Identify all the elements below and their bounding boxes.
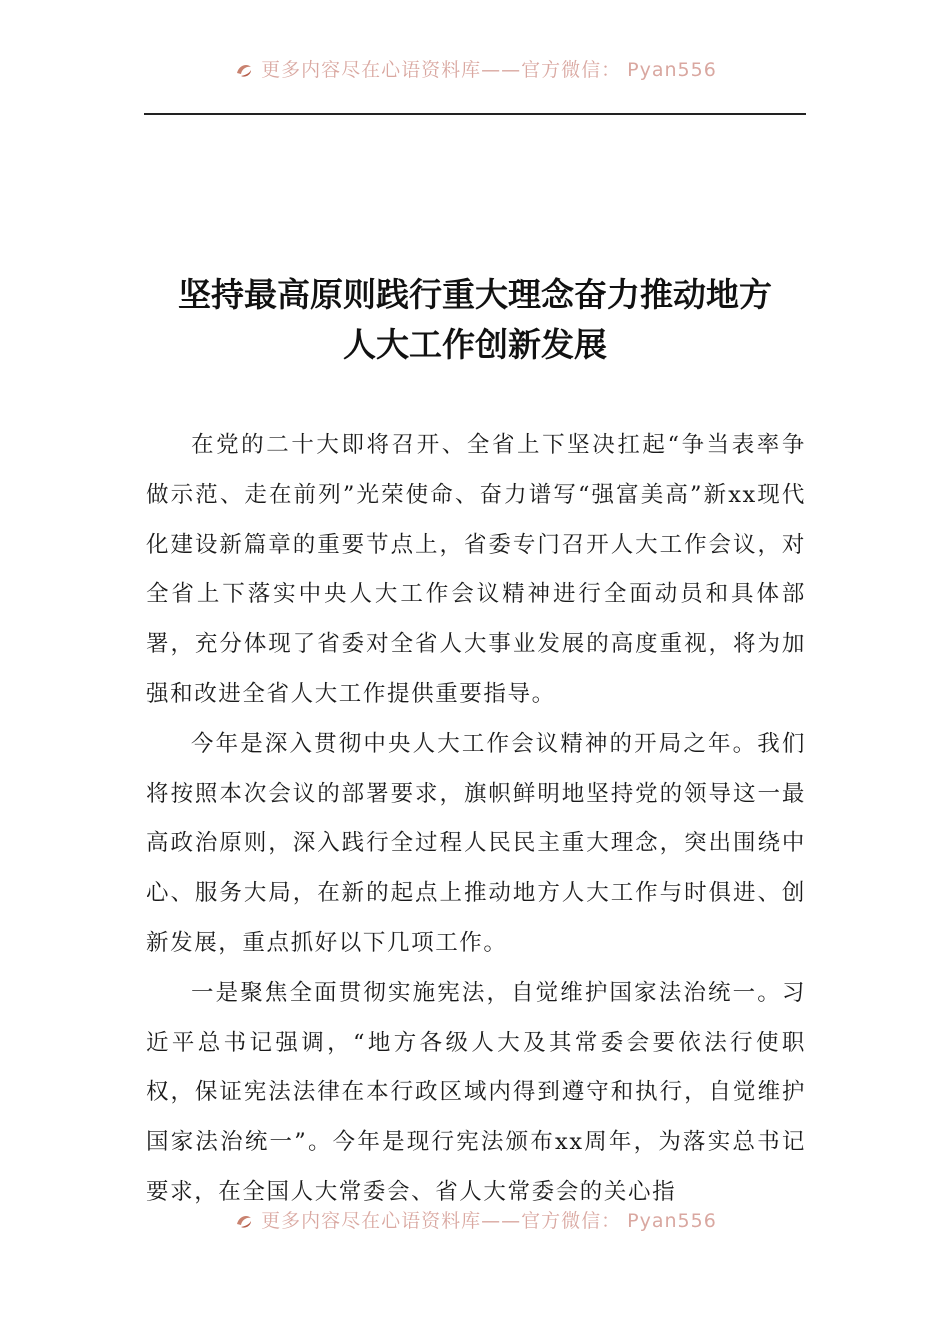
title-line-2: 人大工作创新发展 [343, 325, 607, 364]
watermark-text: 更多内容尽在心语资料库——官方微信： [261, 1210, 622, 1232]
watermark-text: 更多内容尽在心语资料库——官方微信： [261, 59, 622, 81]
footer-watermark [0, 1209, 950, 1233]
paragraph-3: 一是聚焦全面贯彻实施宪法，自觉维护国家法治统一。习近平总书记强调，“地方各级人大及其常委会要依法行使职权，保证宪法法律在本行政区域内得到遵守和执行，自觉维护国家法治统一”。今年是现行宪法颁布xx周年，为落实总书记要求，在全国人大常委会、省人大常委会的关心指 [146, 979, 806, 1205]
paragraph-1: 在党的二十大即将召开、全省上下坚决扛起“争当表率争做示范、走在前列”光荣使命、奋力谱写“强富美高”新xx现代化建设新篇章的重要节点上，省委专门召开人大工作会议，对全省上下落实中央人大工作会议精神进行全面动员和具体部署，充分体现了省委对全省人大事业发展的高度重视，将为加强和改进全省人大工作提供重要指导。 [146, 432, 806, 707]
document-body [146, 421, 806, 1218]
paragraph-2: 今年是深入贯彻中央人大工作会议精神的开局之年。我们将按照本次会议的部署要求，旗帜鲜明地坚持党的领导这一最高政治原则，深入践行全过程人民民主重大理念，突出围绕中心、服务大局，在新的起点上推动地方人大工作与时俱进、创新发展，重点抓好以下几项工作。 [146, 730, 806, 956]
watermark-handle: Pyan556 [627, 59, 717, 81]
document-title [144, 270, 806, 370]
title-line-1: 坚持最高原则践行重大理念奋力推动地方 [178, 275, 772, 314]
brand-logo-icon [233, 1210, 255, 1232]
brand-logo-icon [233, 59, 255, 81]
header-watermark [0, 58, 950, 82]
header-divider [144, 113, 806, 115]
watermark-handle: Pyan556 [627, 1210, 717, 1232]
